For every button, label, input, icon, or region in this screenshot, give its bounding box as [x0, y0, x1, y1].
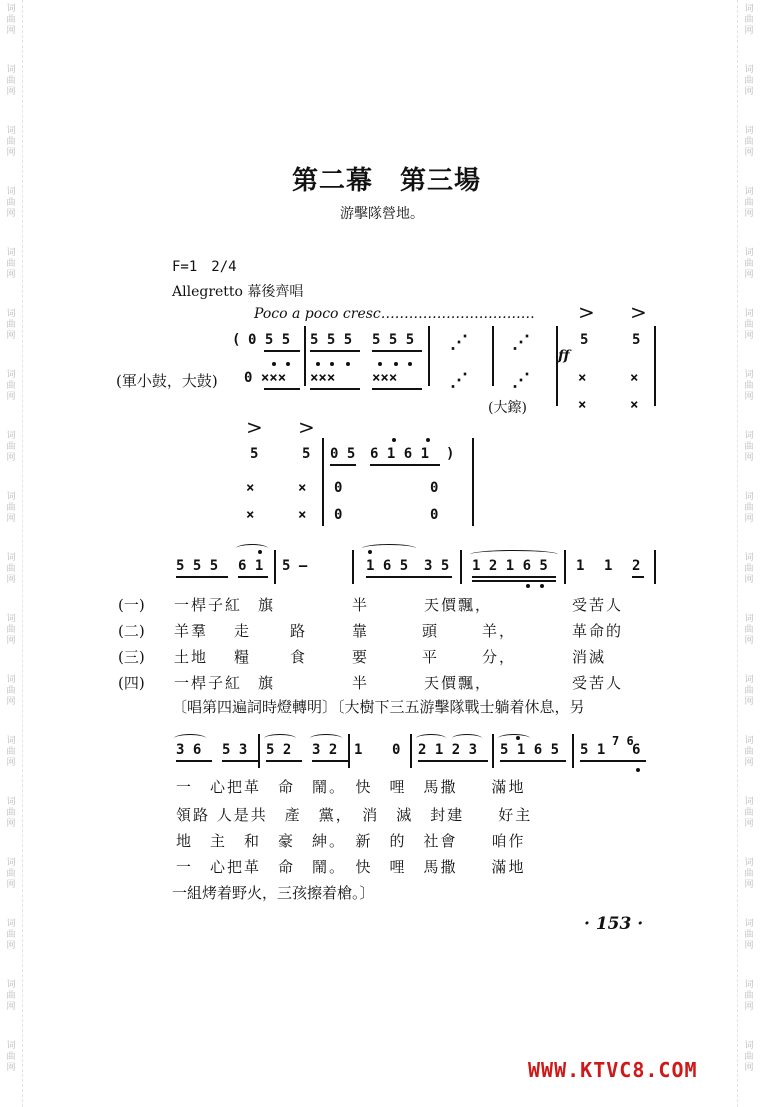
lyric-word: 受苦人 [572, 596, 624, 614]
watermark-text: 词曲网 [6, 614, 16, 646]
melody-note-group: 5 3 [222, 742, 248, 758]
slur-arc [452, 734, 482, 743]
watermark-text: 词曲网 [6, 675, 16, 707]
melody-note: 1 [576, 558, 585, 574]
lyric-line: 地 主 和 豪 紳。 新 的 社會 咱作 [176, 832, 526, 850]
lyric-word: 羊羣 [174, 622, 209, 640]
accent-dot [394, 362, 398, 366]
melody-note-group: 0 5 [330, 446, 356, 462]
beam-line [310, 388, 360, 390]
lyric-word: 靠 [352, 622, 370, 640]
cymbal-hit: × [578, 397, 587, 413]
ff-dynamic: ff [558, 348, 570, 364]
bar-line [352, 550, 354, 584]
bar-line [654, 550, 656, 584]
lyric-word: 旗 [258, 674, 276, 692]
watermark-text: 词曲网 [6, 797, 16, 829]
repeat-sign: ⋰ [512, 370, 530, 391]
watermark-text: 词曲网 [744, 4, 754, 36]
slur-arc [310, 734, 342, 743]
cymbal-hit: × [630, 397, 639, 413]
watermark-text: 词曲网 [744, 1041, 754, 1073]
beam-line [222, 760, 258, 762]
melody-note: 1 [604, 558, 613, 574]
melody-note-group: 5 5 5 [176, 558, 219, 574]
watermark-text: 词曲网 [6, 370, 16, 402]
melody-note-group: 5 1 6 5 [500, 742, 560, 758]
watermark-text: 词曲网 [6, 919, 16, 951]
watermark-text: 词曲网 [744, 309, 754, 341]
bar-line [654, 326, 656, 406]
melody-note-group: 7 6 [612, 734, 634, 748]
watermark-text: 词曲网 [6, 553, 16, 585]
beam-line [418, 760, 488, 762]
beam-line [266, 760, 302, 762]
beam-line [238, 576, 268, 578]
watermark-text: 词曲网 [6, 736, 16, 768]
watermark-column-left [0, 0, 23, 1107]
drum-pattern: ××× [372, 370, 398, 386]
bar-line [410, 734, 412, 768]
beam-line [176, 576, 228, 578]
lyric-word: 平 [422, 648, 440, 666]
accent-dot [526, 584, 530, 588]
lyric-word: 頭 [422, 622, 440, 640]
melody-note-group: 2 1 2 3 [418, 742, 478, 758]
watermark-text: 词曲网 [744, 126, 754, 158]
verse-number-label: (一) [118, 596, 145, 614]
open-paren: ( [232, 332, 241, 348]
watermark-text: 词曲网 [6, 65, 16, 97]
watermark-text: 词曲网 [6, 980, 16, 1012]
beam-line [370, 464, 440, 466]
melody-note-group: 3 6 [176, 742, 202, 758]
watermark-text: 词曲网 [744, 980, 754, 1012]
drum-hit: × [630, 370, 639, 386]
drum-hit: × [578, 370, 587, 386]
slur-arc [174, 734, 206, 743]
watermark-text: 词曲网 [744, 248, 754, 280]
melody-note-group: 5 5 5 [372, 332, 415, 348]
accent-dot [316, 362, 320, 366]
bar-line [304, 326, 306, 386]
melody-note: 5 [250, 446, 259, 462]
lyric-word: 羊， [482, 622, 517, 640]
beam-line [264, 388, 300, 390]
slur-arc [236, 544, 268, 553]
melody-note: 5 [580, 332, 589, 348]
melody-note-group: 1 6 5 [366, 558, 409, 574]
watermark-text: 词曲网 [744, 675, 754, 707]
beam-line [330, 464, 356, 466]
lyric-word: 旗 [258, 596, 276, 614]
watermark-text: 词曲网 [744, 431, 754, 463]
watermark-text: 词曲网 [744, 614, 754, 646]
accent-dot [346, 362, 350, 366]
lyric-word: 半 [352, 674, 370, 692]
lyric-line: 領路 人是共 產 黨， 消 滅 封建 好主 [176, 806, 533, 824]
accent-dot [392, 438, 396, 442]
melody-note-group: 3 2 [312, 742, 338, 758]
drum-pattern: 0 ××× [244, 370, 287, 386]
page-number: · 153 · [584, 914, 644, 934]
beam-line [472, 576, 556, 578]
site-brand-logo: WWW.KTVC8.COM [528, 1058, 698, 1082]
accent-dot [636, 768, 640, 772]
drum-hit: × [298, 480, 307, 496]
melody-note-group: 6 1 6 1 [370, 446, 430, 462]
lyric-word: 受苦人 [572, 674, 624, 692]
lyric-word: 走 [234, 622, 252, 640]
page-title: 第二幕 第三場 [292, 166, 482, 196]
accent-dot [378, 362, 382, 366]
rest-note: 0 [334, 480, 343, 496]
melody-note: 5 [302, 446, 311, 462]
lyric-word: 糧 [234, 648, 252, 666]
melody-note-group: 5 5 5 [310, 332, 353, 348]
verse-number-label: (四) [118, 674, 145, 692]
bar-line [274, 550, 276, 584]
accent-mark: > [578, 300, 595, 324]
accent-dot [286, 362, 290, 366]
beam-line [264, 350, 300, 352]
verse-number-label: (三) [118, 648, 145, 666]
lyric-word: 消滅 [572, 648, 607, 666]
dynamic-marking: Poco a poco cresc…………………………… [254, 306, 535, 322]
beam-line [372, 350, 422, 352]
bar-line [564, 550, 566, 584]
beam-line [580, 760, 646, 762]
melody-note-group: 5 2 [266, 742, 292, 758]
accent-dot [408, 362, 412, 366]
melody-note: 1 [354, 742, 363, 758]
watermark-text: 词曲网 [6, 431, 16, 463]
beam-line [310, 350, 360, 352]
repeat-sign: ⋰ [450, 332, 468, 353]
watermark-text: 词曲网 [744, 370, 754, 402]
rest-note: 0 [430, 507, 439, 523]
beam-line [472, 580, 556, 582]
bar-line [428, 326, 430, 386]
lyric-word: 天價飄， [424, 596, 493, 614]
watermark-text: 词曲网 [744, 736, 754, 768]
lyric-word: 一桿子紅 [174, 596, 243, 614]
bar-line [348, 734, 350, 768]
bar-line [322, 438, 324, 526]
close-paren: ) [446, 446, 455, 462]
melody-note-group: 1 2 1 6 5 [472, 558, 548, 574]
verse-number-label: (二) [118, 622, 145, 640]
watermark-text: 词曲网 [744, 553, 754, 585]
lyric-word: 天價飄， [424, 674, 493, 692]
drum-hit: × [246, 480, 255, 496]
melody-note: 6 [632, 742, 641, 758]
watermark-column-right [737, 0, 760, 1107]
lyric-word: 分， [482, 648, 517, 666]
rest-note: 0 [334, 507, 343, 523]
bar-line [556, 326, 558, 406]
watermark-text: 词曲网 [6, 492, 16, 524]
lyric-word: 半 [352, 596, 370, 614]
beam-line [372, 388, 422, 390]
rest-note: 0 [430, 480, 439, 496]
beam-line [500, 760, 566, 762]
lyric-word: 路 [290, 622, 308, 640]
watermark-text: 词曲网 [744, 919, 754, 951]
bar-line [492, 734, 494, 768]
key-signature: F=1 2/4 [172, 259, 237, 275]
accent-dot [516, 736, 520, 740]
slur-arc [416, 734, 446, 743]
accent-dot [330, 362, 334, 366]
repeat-sign: ⋰ [512, 332, 530, 353]
watermark-text: 词曲网 [6, 248, 16, 280]
watermark-text: 词曲网 [744, 797, 754, 829]
accent-dot [368, 550, 372, 554]
bar-line [258, 734, 260, 768]
watermark-text: 词曲网 [6, 309, 16, 341]
scene-subtitle: 游擊隊營地。 [340, 206, 424, 222]
watermark-text: 词曲网 [744, 492, 754, 524]
repeat-sign: ⋰ [450, 370, 468, 391]
cymbal-hit: × [246, 507, 255, 523]
cymbal-label: (大鑔) [488, 400, 527, 416]
melody-note-group: 6 1 [238, 558, 264, 574]
tempo-marking: Allegretto 幕後齊唱 [172, 284, 304, 300]
bar-line [460, 550, 462, 584]
watermark-text: 词曲网 [744, 65, 754, 97]
melody-note-group: 5 — [282, 558, 308, 574]
cymbal-hit: × [298, 507, 307, 523]
slur-arc [264, 734, 296, 743]
watermark-text: 词曲网 [6, 187, 16, 219]
lyric-word: 革命的 [572, 622, 624, 640]
lyric-line: 一 心把革 命 鬧。 快 哩 馬撒 滿地 [176, 858, 526, 876]
stage-direction: 〔唱第四遍詞時燈轉明〕〔大樹下三五游擊隊戰士躺着休息，另 [172, 698, 585, 716]
beam-line [632, 576, 644, 578]
lyric-word: 一桿子紅 [174, 674, 243, 692]
bar-line [492, 326, 494, 386]
melody-note-group: 0 5 5 [248, 332, 291, 348]
slur-arc [470, 550, 558, 559]
accent-dot [258, 550, 262, 554]
melody-note-group: 5 1 [580, 742, 606, 758]
watermark-text: 词曲网 [6, 1041, 16, 1073]
bar-line [572, 734, 574, 768]
lyric-word: 土地 [174, 648, 209, 666]
slur-arc [498, 734, 530, 743]
beam-line [176, 760, 212, 762]
lyric-line: 一 心把革 命 鬧。 快 哩 馬撒 滿地 [176, 778, 526, 796]
accent-mark: > [246, 415, 263, 439]
melody-note: 5 [632, 332, 641, 348]
bar-line [472, 438, 474, 526]
accent-dot [540, 584, 544, 588]
watermark-text: 词曲网 [744, 187, 754, 219]
watermark-text: 词曲网 [744, 858, 754, 890]
accent-dot [272, 362, 276, 366]
watermark-text: 词曲网 [6, 4, 16, 36]
accent-mark: > [298, 415, 315, 439]
accent-dot [426, 438, 430, 442]
beam-line [366, 576, 452, 578]
lyric-word: 食 [290, 648, 308, 666]
melody-note: 2 [632, 558, 641, 574]
lyric-word: 要 [352, 648, 370, 666]
beam-line [312, 760, 348, 762]
drums-label: (軍小鼓，大鼓) [116, 372, 218, 390]
melody-note-group: 3 5 [424, 558, 450, 574]
watermark-text: 词曲网 [6, 858, 16, 890]
stage-direction: 一組烤着野火，三孩擦着槍。〕 [172, 884, 375, 902]
drum-pattern: ××× [310, 370, 336, 386]
accent-mark: > [630, 300, 647, 324]
rest-note: 0 [392, 742, 401, 758]
watermark-text: 词曲网 [6, 126, 16, 158]
